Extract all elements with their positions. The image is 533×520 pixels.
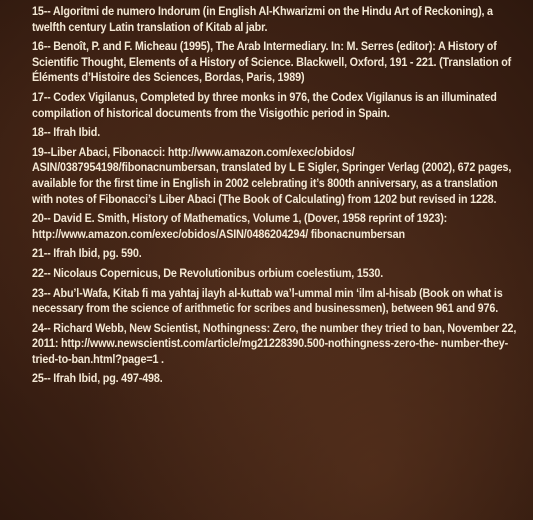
reference-21: 21-- Ifrah Ibid, pg. 590. — [32, 247, 142, 261]
reference-15: 15-- Algoritmi de numero Indorum (in English Al-Khwarizmi on the Hindu Art of Reckoning), a twelfth century Latin translation of Kitab al jabr. — [32, 5, 493, 34]
reference-20: 20-- David E. Smith, History of Mathematics, Volume 1, (Dover, 1958 reprint of 1923): http://www.amazon.com/exec/obidos/ASIN/0486204294/ fibonacnumbersan — [32, 212, 448, 241]
reference-19: 19--Liber Abaci, Fibonacci: http://www.amazon.com/exec/obidos/ ASIN/0387954198/fibonacnumbersan, translated by L E Sigler, Springer Verlag (2002), 672 pages, available for the first time in English in 2002 celebrating it’s 800th anniversary, as a translation with notes of Fibonacci’s Liber Abaci (The Book of Calculating) from 1202 but revised in 1228. — [32, 145, 512, 206]
reference-16: 16-- Benoît, P. and F. Micheau (1995), The Arab Intermediary. In: M. Serres (editor): A History of Scientific Thought, Elements of a History of Science. Blackwell, Oxford, 191 - 221. (Translation of Éléments d’Histoire des Sciences, Bordas, Paris, 1989) — [32, 40, 512, 85]
reference-22: 22-- Nicolaus Copernicus, De Revolutionibus orbium coelestium, 1530. — [32, 266, 384, 280]
reference-24: 24-- Richard Webb, New Scientist, Nothingness: Zero, the number they tried to ban, November 22, 2011: http://www.newscientist.com/article/mg21228390.500-nothingness-zero-the- number-they-tried-to-ban.html?page=1 . — [32, 321, 517, 366]
reference-25: 25-- Ifrah Ibid, pg. 497-498. — [32, 372, 163, 386]
reference-17: 17-- Codex Vigilanus, Completed by three monks in 976, the Codex Vigilanus is an illuminated compilation of historical documents from the Visigothic period in Spain. — [32, 90, 497, 120]
reference-23: 23-- Abu’l-Wafa, Kitab fi ma yahtaj ilayh al-kuttab wa’l-ummal min ‘ilm al-hisab (Book on what is necessary from the science of arithmetic for scribes and businessmen), between 961 and 976. — [32, 286, 503, 316]
reference-18: 18-- Ifrah Ibid. — [32, 126, 101, 140]
